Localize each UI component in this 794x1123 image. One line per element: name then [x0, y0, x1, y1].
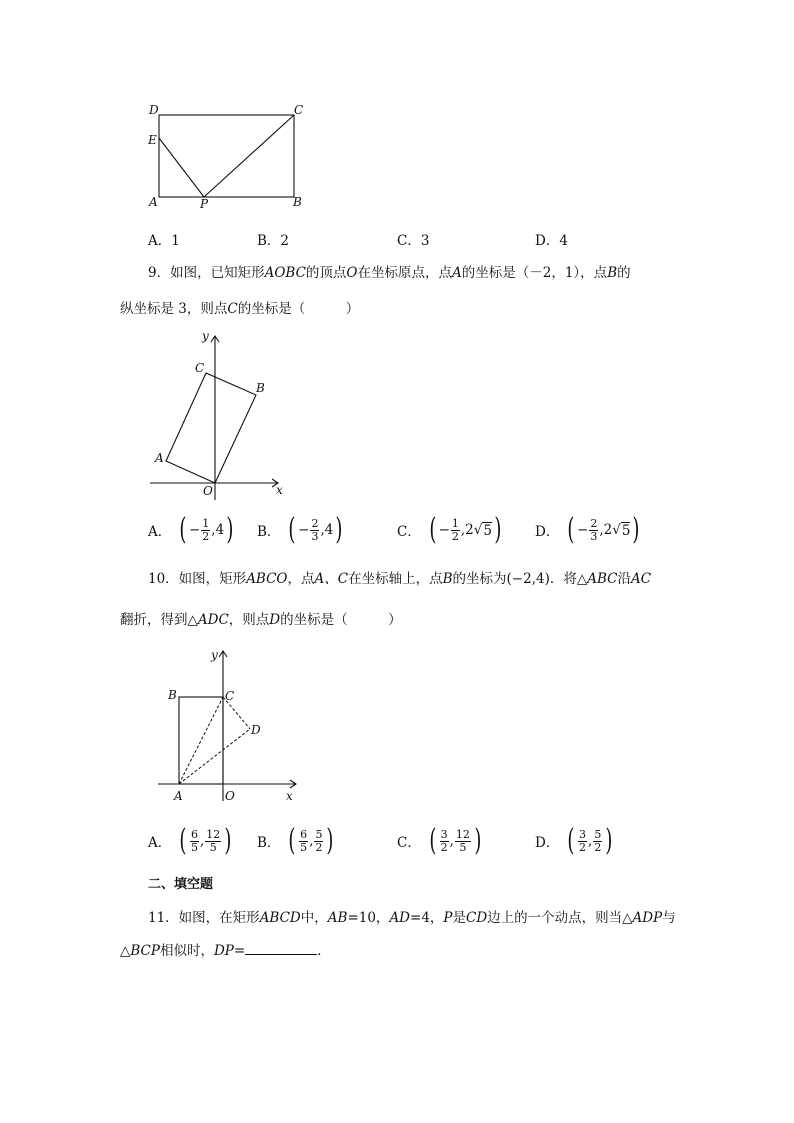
q9-option-b: B． ( − $\frac{2}{3}$ , 4 ) — [257, 512, 343, 547]
q11-stem-line1: 11．如图，在矩形ABCD中，AB=10，AD=4，P是CD边上的一个动点，则当△ADP与 — [148, 910, 676, 926]
label-b: B — [256, 381, 265, 395]
label-c: C — [225, 689, 235, 703]
label-c: C — [195, 361, 205, 375]
label-x: x — [286, 789, 293, 803]
label-x: x — [276, 483, 283, 497]
q10-stem-line2: 翻折，得到△ADC，则点D的坐标是（ ） — [120, 612, 402, 628]
q8-option-c: C．3 — [397, 233, 430, 249]
answer-blank[interactable] — [245, 942, 317, 955]
segment-ep — [159, 138, 204, 197]
label-a: A — [174, 789, 183, 803]
label-a: A — [149, 195, 158, 209]
label-y: y — [202, 330, 209, 343]
q9-stem-line1: 9．如图，已知矩形AOBC的顶点O在坐标原点，点A的坐标是（－2，1），点B的 — [148, 265, 631, 281]
label-o: O — [203, 484, 213, 498]
section-heading-fill-in: 二、填空题 — [148, 877, 214, 892]
q9-option-d: D． ( − $\frac{2}{3}$ , 2 √ 5 ) — [535, 512, 640, 547]
q9-option-c: C． ( − $\frac{1}{2}$ , 2 √ 5 ) — [397, 512, 502, 547]
diagonal-ac — [179, 697, 223, 784]
label-e: E — [148, 133, 157, 147]
label-b: B — [168, 688, 177, 702]
q8-option-b: B．2 — [257, 233, 290, 249]
q8-figure — [140, 98, 310, 213]
segment-pc — [204, 115, 294, 197]
q10-option-c: C． ( $\frac{3}{2}$ , $\frac{12}{5}$ ) — [397, 823, 482, 858]
q10-option-a: A． ( $\frac{6}{5}$ , $\frac{12}{5}$ ) — [148, 823, 232, 858]
label-b: B — [293, 195, 302, 209]
label-a: A — [155, 451, 164, 465]
rectangle-aobc — [166, 373, 256, 483]
label-o: O — [225, 789, 235, 803]
q10-stem-line1: 10．如图，矩形ABCO，点A、C在坐标轴上，点B的坐标为(−2,4)．将△ABC沿AC — [148, 571, 652, 587]
q8-option-a: A．1 — [148, 233, 180, 249]
label-c: C — [294, 103, 304, 117]
label-y: y — [211, 648, 218, 662]
q8-option-d: D．4 — [535, 233, 568, 249]
label-p: P — [200, 197, 209, 211]
q10-option-d: D． ( $\frac{3}{2}$ , $\frac{5}{2}$ ) — [535, 823, 613, 858]
rectangle-abcd — [159, 115, 294, 197]
q10-option-b: B． ( $\frac{6}{5}$ , $\frac{5}{2}$ ) — [257, 823, 334, 858]
q11-stem-line2: △BCP相似时，DP= ． — [120, 943, 331, 959]
q9-figure — [140, 330, 290, 502]
q9-stem-line2: 纵坐标是 3，则点C的坐标是（ ） — [120, 301, 360, 317]
segment-ad — [179, 729, 250, 784]
label-d: D — [149, 103, 159, 117]
q10-figure — [150, 643, 305, 805]
label-d: D — [251, 723, 261, 737]
q9-option-a: A． ( − $\frac{1}{2}$ , 4 ) — [148, 512, 234, 547]
